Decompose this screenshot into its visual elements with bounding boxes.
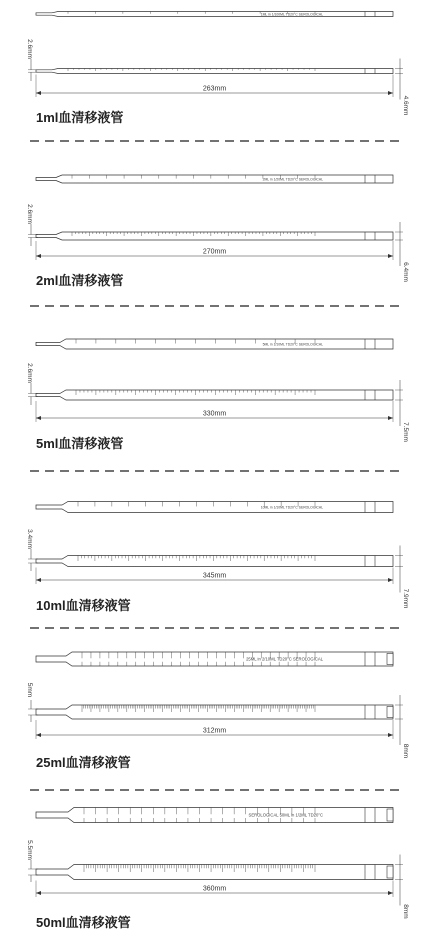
arrow-right — [388, 891, 393, 895]
pipette-section-5 — [26, 808, 409, 919]
arrow-left — [36, 578, 41, 582]
arrow-right — [388, 578, 393, 582]
tip-label-0: 2.6mm — [26, 39, 33, 59]
diameter-label-3: 7.9mm — [402, 588, 409, 609]
pipette-top-outline — [36, 808, 393, 823]
section-title-50ml: 50ml血清移液管 — [36, 915, 131, 930]
arrow-left — [36, 891, 41, 895]
pipette-bottom-outline — [36, 865, 393, 880]
pipette-bottom-cap — [387, 866, 393, 878]
pipette-section-1 — [26, 175, 409, 282]
pipette-section-3 — [26, 502, 409, 609]
length-label-3: 345mm — [202, 572, 227, 580]
pipette-section-4 — [26, 652, 409, 758]
pipette-print-text-0: 1ML in 1/100ML TD20°C SEROLOGICAL — [260, 12, 323, 17]
arrow-right — [388, 733, 393, 737]
tip-label-4: 5mm — [26, 682, 33, 698]
pipette-bottom-outline — [36, 556, 393, 567]
diameter-label-5: 8mm — [402, 904, 409, 919]
tip-label-3: 3.4mm — [26, 529, 33, 549]
arrow-right — [388, 91, 393, 95]
pipette-top-outline — [36, 12, 393, 17]
pipette-print-text-1: 2ML in 1/20ML TD20°C SEROLOGICAL — [262, 177, 323, 182]
diameter-label-1: 6.4mm — [402, 262, 409, 282]
arrow-left — [36, 733, 41, 737]
diameter-label-2: 7.5mm — [402, 422, 409, 442]
length-label-1: 270mm — [202, 248, 227, 256]
pipette-section-2 — [26, 339, 409, 442]
section-title-25ml: 25ml血清移液管 — [36, 755, 131, 770]
section-title-10ml: 10ml血清移液管 — [36, 598, 131, 613]
length-label-0: 263mm — [202, 85, 227, 93]
arrow-left — [36, 254, 41, 258]
arrow-right — [388, 416, 393, 420]
section-title-5ml: 5ml血清移液管 — [36, 436, 124, 451]
section-title-1ml: 1ml血清移液管 — [36, 110, 124, 125]
pipette-top-outline — [36, 339, 393, 349]
length-label-4: 312mm — [202, 727, 227, 735]
pipette-print-text-3: 10ML in 1/10ML TD20°C SEROLOGICAL — [260, 505, 323, 510]
pipette-print-text-4: 25ML in 2/10ML TD20°C SEROLOGICAL — [246, 656, 323, 662]
pipette-top-outline — [36, 502, 393, 513]
pipette-top-outline — [36, 652, 393, 666]
arrow-left — [36, 91, 41, 95]
arrow-left — [36, 416, 41, 420]
pipette-bottom-cap — [387, 707, 393, 718]
pipette-print-text-2: 5ML in 1/10ML TD20°C SEROLOGICAL — [262, 342, 323, 347]
diameter-label-0: 4.6mm — [402, 95, 409, 116]
diameter-label-4: 8mm — [402, 743, 409, 759]
pipette-print-text-5: SEROLOGICAL 50ML in 1/2ML TD20°C — [248, 812, 323, 818]
pipette-bottom-outline — [36, 390, 393, 400]
pipette-bottom-outline — [36, 69, 393, 74]
section-title-2ml: 2ml血清移液管 — [36, 273, 124, 288]
pipette-top-cap — [387, 654, 393, 665]
pipette-section-0 — [26, 12, 409, 116]
length-label-2: 330mm — [202, 410, 227, 418]
length-label-5: 360mm — [202, 885, 227, 893]
pipette-top-cap — [387, 809, 393, 821]
tip-label-5: 5.5mm — [26, 840, 33, 860]
arrow-right — [388, 254, 393, 258]
tip-label-1: 2.6mm — [26, 204, 33, 224]
tip-label-2: 2.6mm — [26, 363, 33, 383]
